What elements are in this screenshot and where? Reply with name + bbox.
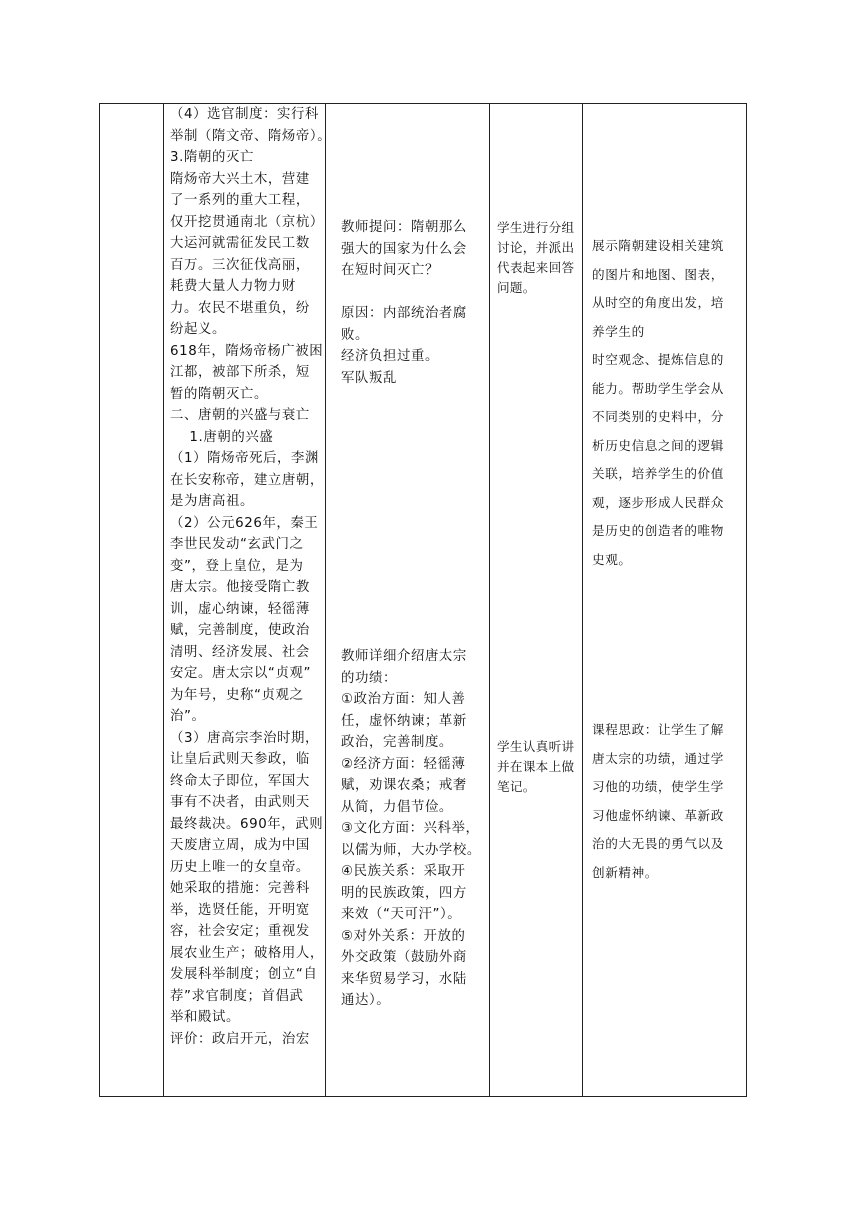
text-line: 李世民发动“玄武门之 [170,537,304,552]
text-line: 二、唐朝的兴盛与衰亡 [170,408,310,423]
column-divider [163,104,164,1096]
text-line: 唐太宗的功绩，通过学 [592,750,724,766]
text-line: 最终裁决。690年，武则 [170,816,324,832]
text-line: 在长安称帝，建立唐朝， [170,472,324,488]
text-line: 是为唐高祖。 [170,494,254,509]
text-line: 教师详细介绍唐太宗 [341,649,467,664]
text-line [341,282,491,304]
text-line: 举制（隋文帝、隋炀帝）。 [170,128,332,144]
teacher-activity-cell-tang [341,646,493,1012]
text-line: 关联，培养学生的价值 [592,466,724,481]
text-line: 举和殿试。 [170,1010,240,1025]
text-line: 赋，完善制度，使政治 [170,623,310,638]
text-line: 能力。帮助学生学会从 [592,380,724,396]
text-line: ⑤对外关系：开放的 [341,928,466,944]
text-line: 展农业生产；破格用人， [170,945,324,961]
design-intent-cell-sui [592,232,742,574]
text-line: 力。农民不堪重负，纷 [170,300,310,316]
text-line: 课程思政：让学生了解 [592,722,724,737]
text-line: 是历史的创造者的唯物 [592,523,724,538]
text-line: 习他虚怀纳谏、革新政 [592,807,724,823]
text-line: 养学生的 [592,323,645,339]
text-line: ①政治方面：知人善 [341,692,466,707]
lesson-plan-table [99,103,747,1097]
text-line: 仅开挖贯通南北（京杭） [170,214,324,230]
text-line: 变”，登上皇位，是为 [170,558,304,574]
text-line: 她采取的措施：完善科 [170,881,310,896]
text-line: 治”。 [170,709,206,724]
text-line: 耗费大量人力物力财 [170,279,296,294]
text-line: 政治，完善制度。 [341,735,453,750]
text-line: 清明、经济发展、社会 [170,644,310,660]
text-line: ③文化方面：兴科举， [341,821,480,836]
text-line: 1.唐朝的兴盛 [170,429,274,445]
text-line: 的图片和地图、图表， [592,266,724,282]
text-line: 经济负担过重。 [341,349,439,364]
text-line: 创新精神。 [592,864,658,880]
text-line: 来华贸易学习，水陆 [341,971,467,987]
text-line: 3.隋朝的灭亡 [170,150,254,165]
teaching-content-cell [170,104,330,1050]
student-activity-cell-sui [497,218,587,298]
text-line: （1）隋炀帝死后，李渊 [170,451,320,466]
text-line: 原因：内部统治者腐 [341,306,467,321]
text-line: 暂的隋朝灭亡。 [170,386,268,402]
text-line: 的功绩： [341,670,397,686]
text-line: 唐太宗。他接受隋亡教 [170,580,310,595]
text-line: 来效（“天可汗”）。 [341,907,462,922]
text-line: 败。 [341,327,369,343]
text-line: 强大的国家为什么会 [341,241,467,257]
text-line: 为年号，史称“贞观之 [170,687,304,703]
text-line: 外交政策（鼓励外商 [341,950,467,965]
text-line: 安定。唐太宗以“贞观” [170,666,311,681]
text-line: 发展科举制度；创立“自 [170,967,318,982]
text-line: ④民族关系：采取开 [341,864,466,879]
student-activity-cell-tang [497,737,587,797]
text-line: 从简，力倡节俭。 [341,799,453,815]
text-line: 习他的功绩，使学生学 [592,779,724,794]
text-line: 618年，隋炀帝杨广被困 [170,343,324,359]
text-line: 治的大无畏的勇气以及 [592,836,724,851]
design-intent-cell-tang [592,716,742,887]
text-line: 容，社会安定；重视发 [170,924,310,939]
text-line: 从时空的角度出发，培 [592,295,724,310]
text-line: 时空观念、提炼信息的 [592,352,724,367]
text-line: 观，逐步形成人民群众 [592,494,724,510]
text-line: 纷起义。 [170,322,226,337]
text-line: 展示隋朝建设相关建筑 [592,238,724,253]
text-line: 天废唐立周，成为中国 [170,838,310,853]
text-line: 事有不决者，由武则天 [170,795,310,810]
text-line: 讨论，并派出 [497,240,575,255]
text-line: ②经济方面：轻徭薄 [341,756,466,772]
text-line: （3）唐高宗李治时期， [170,730,320,746]
text-line: 学生认真听讲 [497,739,575,754]
text-line: 军队叛乱 [341,370,397,386]
text-line: 学生进行分组 [497,220,575,235]
text-line: （4）选官制度：实行科 [170,107,320,122]
text-line: 百万。三次征伐高丽， [170,257,310,273]
text-line: 荐”求官制度；首倡武 [170,988,304,1004]
text-line: 代表起来回答 [497,260,575,275]
text-line: 不同类别的史料中，分 [592,409,724,424]
teacher-activity-cell-sui [341,217,491,389]
text-line: 让皇后武则天参政，临 [170,752,310,767]
text-line: 任，虚怀纳谏；革新 [341,713,467,729]
text-line: 以儒为师，大办学校。 [341,842,481,858]
text-line: 终命太子即位，军国大 [170,773,310,789]
text-line: 了一系列的重大工程， [170,193,310,208]
text-line: 析历史信息之间的逻辑 [592,437,724,453]
text-line: 问题。 [497,280,536,295]
text-line: 并在课本上做 [497,759,575,774]
text-line: 评价：政启开元，治宏 [170,1031,310,1047]
text-line: 举，选贤任能，开明宽 [170,902,310,918]
text-line: 大运河就需征发民工数 [170,236,310,251]
text-line: 赋，劝课农桑；戒奢 [341,778,467,793]
text-line: 教师提问：隋朝那么 [341,220,467,235]
text-line: 训，虚心纳谏，轻徭薄 [170,601,310,617]
text-line: 江都，被部下所杀，短 [170,365,310,380]
text-line: 历史上唯一的女皇帝。 [170,859,310,875]
text-line: 通达）。 [341,993,391,1008]
text-line: 明的民族政策，四方 [341,885,467,901]
text-line: 在短时间灭亡？ [341,263,439,278]
text-line: 史观。 [592,551,632,567]
text-line: 笔记。 [497,779,536,794]
text-line: （2）公元626年，秦王 [170,515,319,531]
text-line: 隋炀帝大兴土木，营建 [170,171,310,187]
